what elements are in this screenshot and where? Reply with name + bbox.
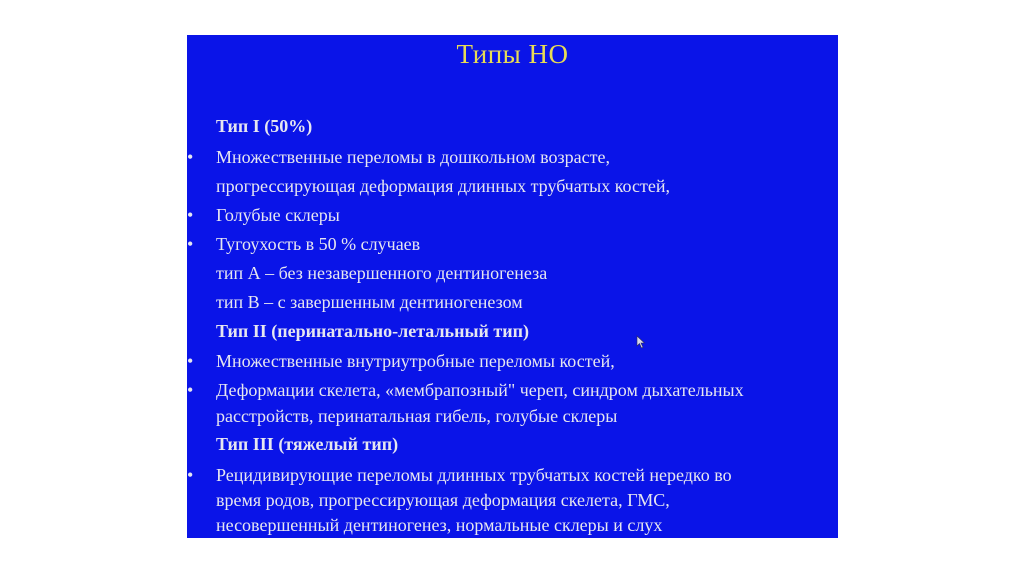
slide-line-type3-heading: Тип III (тяжелый тип) bbox=[216, 434, 399, 454]
slide-line: время родов, прогрессирующая деформация скелета, ГМС, bbox=[216, 490, 670, 510]
slide-line: тип В – с завершенным дентиногенезом bbox=[216, 292, 523, 312]
bullet-icon: • bbox=[187, 465, 194, 485]
slide-title: Типы НО bbox=[456, 39, 569, 69]
slide-line-type2-heading: Тип II (перинатально-летальный тип) bbox=[216, 321, 529, 341]
bullet-icon: • bbox=[187, 147, 194, 167]
slide-line: Множественные переломы в дошкольном возрасте, bbox=[216, 147, 610, 167]
slide-line-type1-heading: Тип I (50%) bbox=[216, 116, 313, 136]
slide-line: Множественные внутриутробные переломы костей, bbox=[216, 351, 615, 371]
slide bbox=[187, 35, 838, 538]
slide-line: несовершенный дентиногенез, нормальные склеры и слух bbox=[216, 515, 663, 535]
bullet-icon: • bbox=[187, 234, 194, 254]
slide-line: расстройств, перинатальная гибель, голубые склеры bbox=[216, 406, 618, 426]
bullet-icon: • bbox=[187, 380, 194, 400]
slide-line: Тугоухость в 50 % случаев bbox=[216, 234, 421, 254]
slide-line: прогрессирующая деформация длинных трубчатых костей, bbox=[216, 176, 670, 196]
slide-line: тип А – без незавершенного дентиногенеза bbox=[216, 263, 548, 283]
slide-line: Деформации скелета, «мембрапозный" череп, синдром дыхательных bbox=[216, 380, 744, 400]
bullet-icon: • bbox=[187, 205, 194, 225]
slide-line: Голубые склеры bbox=[216, 205, 340, 225]
slide-line: Рецидивирующие переломы длинных трубчатых костей нередко во bbox=[216, 465, 732, 485]
mouse-cursor-icon bbox=[636, 335, 646, 349]
bullet-icon: • bbox=[187, 351, 194, 371]
